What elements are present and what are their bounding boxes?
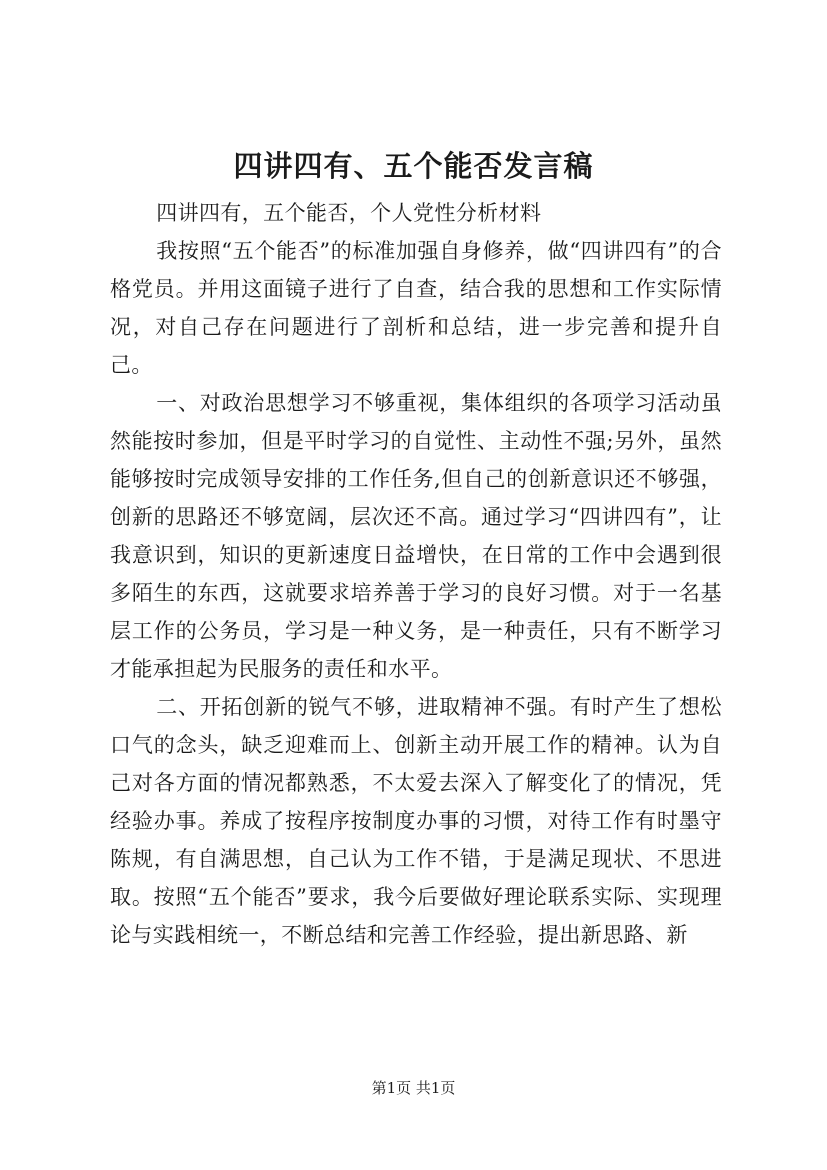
paragraph-point-one: 一、对政治思想学习不够重视，集体组织的各项学习活动虽然能按时参加，但是平时学习的自觉性、主动性不强;另外，虽然能够按时完成领导安排的工作任务,但自己的创新意识还不够强，创新的思路还不够宽阔，层次还不高。通过学习“四讲四有”，让我意识到，知识的更新速度日益增快，在日常的工作中会遇到很多陌生的东西，这就要求培养善于学习的良好习惯。对于一名基层工作的公务员，学习是一种义务，是一种责任，只有不断学习才能承担起为民服务的责任和水平。 bbox=[110, 391, 722, 681]
paragraph-intro: 我按照“五个能否”的标准加强自身修养，做“四讲四有”的合格党员。并用这面镜子进行了自查，结合我的思想和工作实际情况，对自己存在问题进行了剖析和总结，进一步完善和提升自己。 bbox=[110, 239, 722, 377]
page-footer: 第1页 共1页 bbox=[371, 1079, 456, 1097]
paragraph-subtitle: 四讲四有，五个能否，个人党性分析材料 bbox=[156, 201, 542, 225]
document-title: 四讲四有、五个能否发言稿 bbox=[233, 149, 594, 183]
document-body bbox=[110, 194, 722, 954]
paragraph-point-two: 二、开拓创新的锐气不够，进取精神不强。有时产生了想松口气的念头，缺乏迎难而上、创新主动开展工作的精神。认为自己对各方面的情况都熟悉，不太爱去深入了解变化了的情况，凭经验办事。养成了按程序按制度办事的习惯，对待工作有时墨守陈规，有自满思想，自己认为工作不错，于是满足现状、不思进取。按照“五个能否”要求，我今后要做好理论联系实际、实现理论与实践相统一，不断总结和完善工作经验，提出新思路、新 bbox=[110, 695, 722, 947]
